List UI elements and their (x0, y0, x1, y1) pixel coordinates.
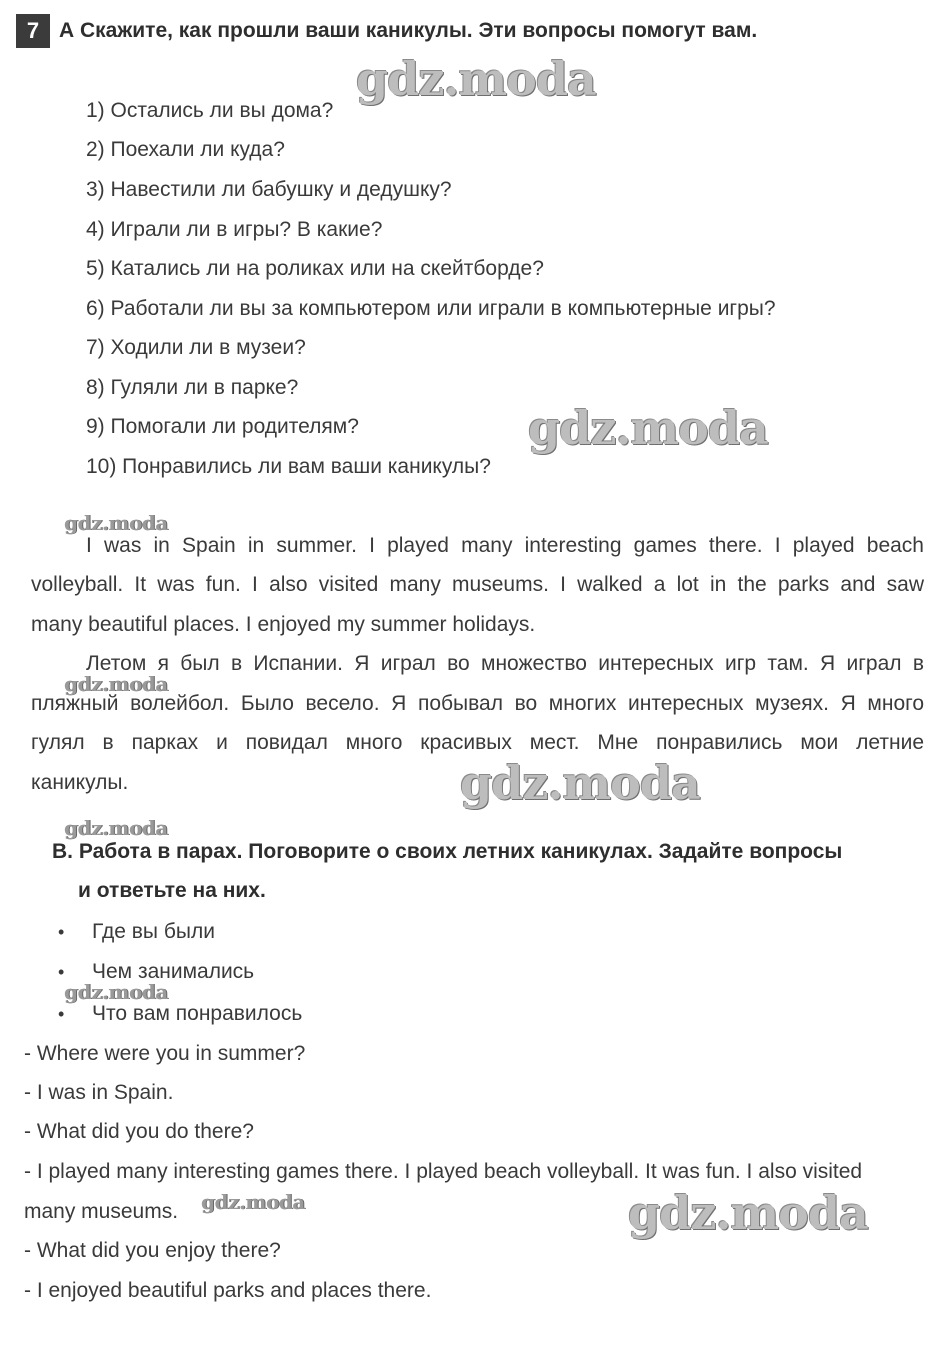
question-item: 5) Катались ли на роликах или на скейтборде? (86, 257, 544, 280)
task-number-badge: 7 (16, 14, 50, 48)
watermark-logo-small: gdz.moda (201, 1190, 305, 1214)
watermark-logo: gdz.moda (460, 756, 700, 810)
english-answer-line: I was in Spain in summer. I played many interesting games there. I played beach (86, 534, 924, 557)
watermark-logo-small: gdz.moda (64, 511, 168, 535)
dialogue-line: - What did you do there? (24, 1120, 254, 1143)
dialogue-line: - I enjoyed beautiful parks and places there. (24, 1279, 432, 1302)
watermark-logo-small: gdz.moda (64, 672, 168, 696)
russian-translation-line: каникулы. (31, 771, 129, 794)
watermark-logo-small: gdz.moda (64, 980, 168, 1004)
watermark-logo: gdz.moda (356, 52, 596, 106)
bullet-icon: • (58, 922, 65, 942)
question-item: 4) Играли ли в игры? В какие? (86, 218, 383, 241)
russian-translation-line: гулял в парках и повидал много красивых мест. Мне понравились мои летние (31, 731, 924, 754)
question-item: 2) Поехали ли куда? (86, 138, 285, 161)
english-answer-line: volleyball. It was fun. I also visited many museums. I walked a lot in the parks and saw (31, 573, 924, 596)
watermark-logo-small: gdz.moda (64, 816, 168, 840)
question-item: 3) Навестили ли бабушку и дедушку? (86, 178, 452, 201)
watermark-logo: gdz.moda (528, 401, 768, 455)
watermark-logo: gdz.moda (628, 1186, 868, 1240)
bullet-icon: • (58, 962, 65, 982)
question-item: 10) Понравились ли вам ваши каникулы? (86, 455, 491, 478)
english-answer-line: many beautiful places. I enjoyed my summer holidays. (31, 613, 536, 636)
dialogue-line: - Where were you in summer? (24, 1042, 306, 1065)
dialogue-line: many museums. (24, 1200, 179, 1223)
section-b-heading: В. Работа в парах. Поговорите о своих летних каникулах. Задайте вопросы (52, 840, 843, 863)
question-item: 8) Гуляли ли в парке? (86, 376, 299, 399)
question-item: 6) Работали ли вы за компьютером или играли в компьютерные игры? (86, 297, 776, 320)
bullet-item: Чем занимались (92, 960, 255, 983)
dialogue-line: - What did you enjoy there? (24, 1239, 281, 1262)
bullet-icon: • (58, 1004, 65, 1024)
question-item: 7) Ходили ли в музеи? (86, 336, 306, 359)
section-b-heading-continued: и ответьте на них. (78, 879, 266, 902)
question-item: 1) Остались ли вы дома? (86, 99, 334, 122)
bullet-item: Где вы были (92, 920, 215, 943)
russian-translation-line: пляжный волейбол. Было весело. Я побывал во многих интересных музеях. Я много (31, 692, 924, 715)
bullet-item: Что вам понравилось (92, 1002, 303, 1025)
russian-translation-line: Летом я был в Испании. Я играл во множество интересных игр там. Я играл в (86, 652, 924, 675)
dialogue-line: - I played many interesting games there. I played beach volleyball. It was fun. I also visited (24, 1160, 863, 1183)
question-item: 9) Помогали ли родителям? (86, 415, 359, 438)
dialogue-line: - I was in Spain. (24, 1081, 174, 1104)
section-a-heading: А Скажите, как прошли ваши каникулы. Эти вопросы помогут вам. (59, 19, 758, 42)
